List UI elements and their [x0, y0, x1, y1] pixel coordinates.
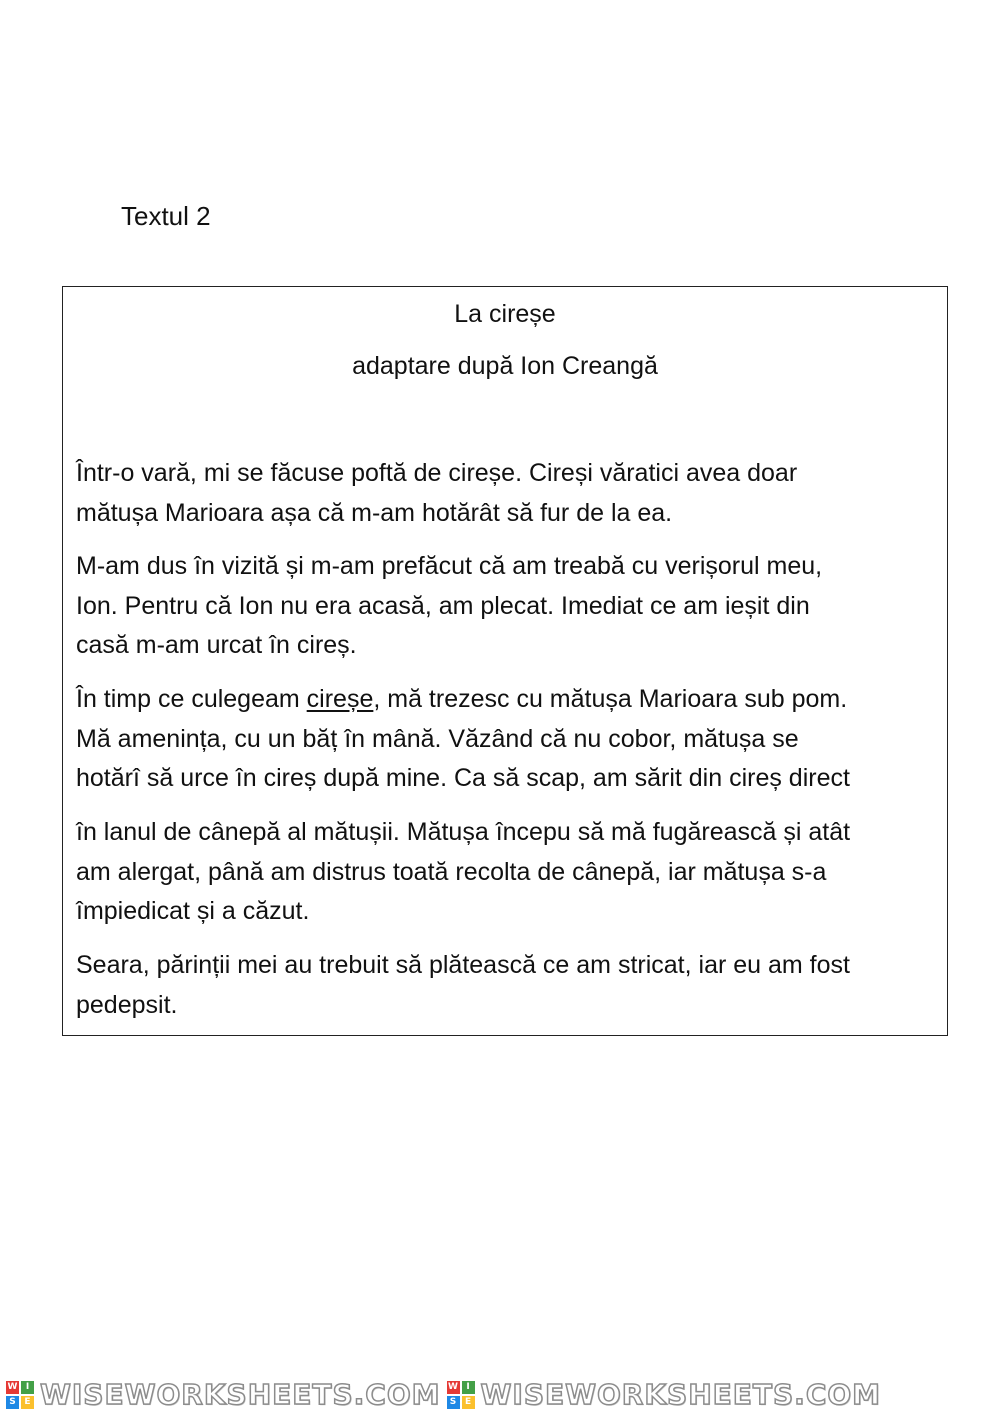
paragraph-line: Mă amenința, cu un băț în mână. Văzând că nu cobor, mătușa se	[76, 724, 799, 753]
paragraph-4	[76, 813, 946, 932]
paragraph-line: Seara, părinții mei au trebuit să plătească ce am stricat, iar eu am fost	[76, 951, 850, 979]
story-box	[62, 286, 948, 1036]
text-segment: , mă trezesc cu mătușa Marioara sub pom.	[373, 685, 848, 713]
logo-letter: S	[6, 1396, 19, 1409]
logo-letter: E	[21, 1396, 34, 1409]
logo-letter: W	[448, 1382, 458, 1392]
paragraph-line: Ion. Pentru că Ion nu era acasă, am plecat. Imediat ce am ieșit din	[76, 591, 810, 620]
logo-letter: E	[462, 1396, 475, 1409]
watermark-logo-icon	[6, 1381, 34, 1409]
watermark-text: WISEWORKSHEETS.COM	[480, 1378, 882, 1411]
logo-letter: I	[21, 1381, 34, 1394]
watermark	[447, 1378, 882, 1411]
paragraph-line	[76, 680, 946, 720]
paragraph-line: Într-o vară, mi se făcuse poftă de cireșe. Cireși văratici avea doar	[76, 459, 798, 487]
story-title: La cireșe	[454, 300, 556, 328]
paragraph-3	[76, 680, 946, 799]
paragraph-2	[76, 547, 946, 666]
paragraph-line: pedepsit.	[76, 990, 178, 1019]
underlined-word: cireșe	[306, 685, 374, 713]
text-segment: În timp ce culegeam	[76, 685, 307, 713]
paragraph-line: hotărî să urce în cireș după mine. Ca să scap, am sărit din cireș direct	[76, 764, 850, 792]
logo-letter: I	[462, 1381, 475, 1394]
logo-letter: S	[447, 1396, 460, 1409]
paragraph-5	[76, 946, 946, 1025]
story-subtitle: adaptare după Ion Creangă	[352, 352, 658, 380]
paragraph-line: împiedicat și a căzut.	[76, 897, 310, 925]
paragraph-line: M-am dus în vizită și m-am prefăcut că am treabă cu verișorul meu,	[76, 552, 823, 580]
paragraph-line: am alergat, până am distrus toată recolta de cânepă, iar mătușa s-a	[76, 857, 827, 886]
logo-letter: W	[7, 1382, 18, 1392]
watermark-footer	[0, 1376, 1000, 1413]
text-label: Textul 2	[121, 201, 211, 231]
paragraph-line: în lanul de cânepă al mătușii. Mătușa începu să mă fugărească și atât	[76, 818, 851, 846]
paragraph-1	[76, 454, 946, 533]
paragraph-line: casă m-am urcat în cireș.	[76, 631, 357, 659]
watermark-logo-icon	[447, 1381, 475, 1409]
paragraph-line: mătușa Marioara așa că m-am hotărât să fur de la ea.	[76, 498, 673, 527]
watermark	[6, 1378, 441, 1411]
watermark-text: WISEWORKSHEETS.COM	[40, 1378, 441, 1411]
